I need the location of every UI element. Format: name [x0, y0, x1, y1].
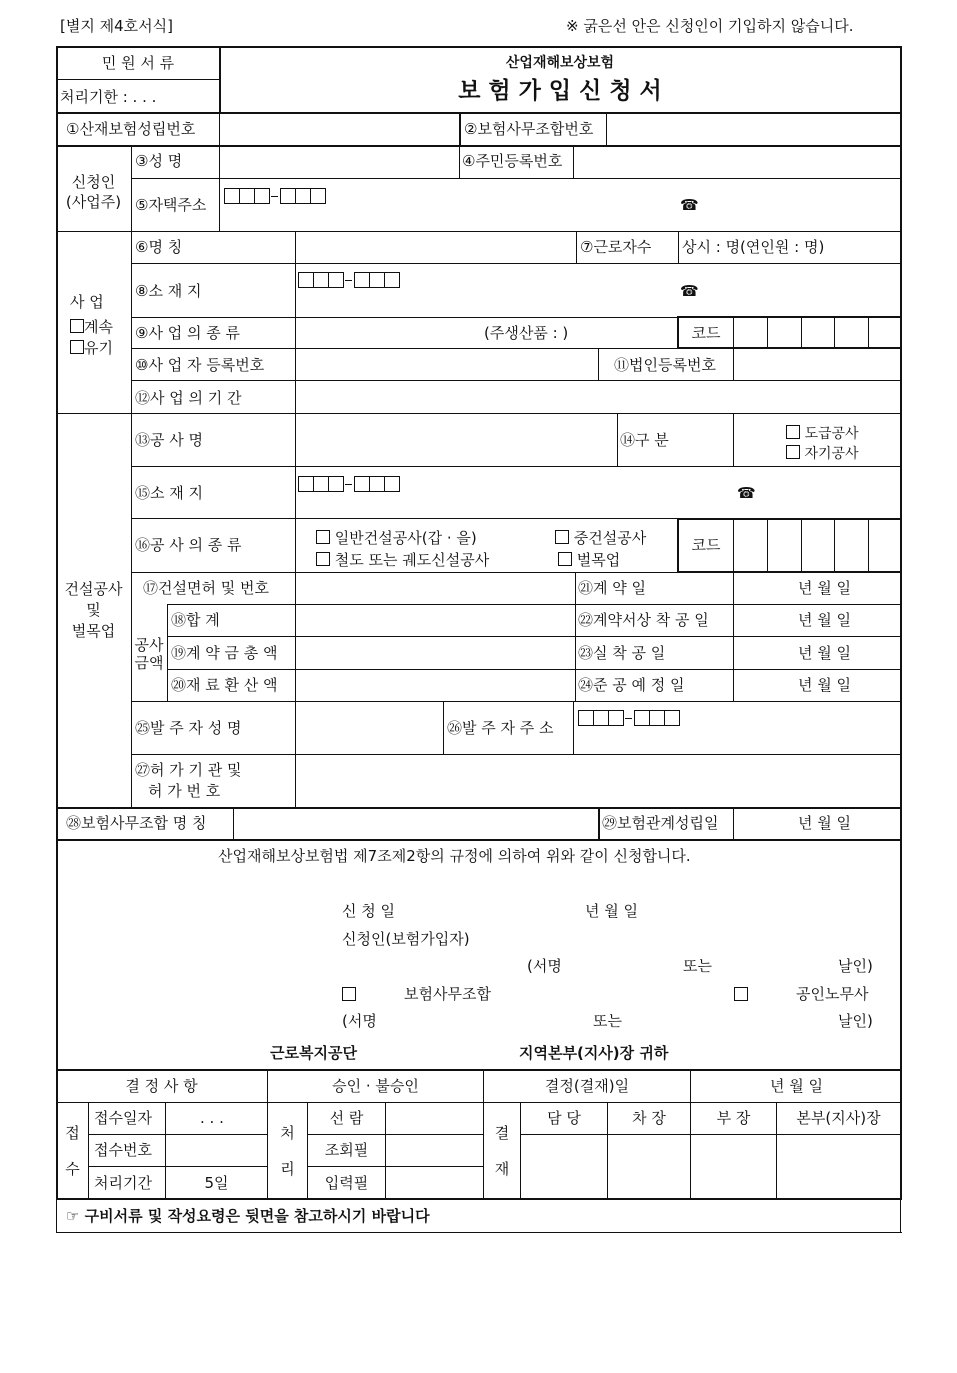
work-name-label: ⑬공 사 명 — [135, 431, 204, 449]
completion-ymd: 년 월 일 — [798, 676, 852, 694]
form-title: 보 험 가 입 신 청 서 — [458, 78, 662, 104]
decision-date-ymd: 년 월 일 — [770, 1077, 824, 1095]
proc-period-value: 5일 — [204, 1174, 229, 1192]
sign2-or: 또는 — [593, 1012, 622, 1030]
intermittent-label: 유기 — [84, 339, 113, 357]
work-type-label: ⑯공 사 의 종 류 — [135, 536, 242, 554]
contract-work-option[interactable] — [786, 423, 859, 443]
insurance-est-no-label: ①산재보험성립번호 — [66, 120, 196, 138]
business-reg-no-label: ⑩사 업 자 등록번호 — [135, 356, 265, 374]
client-name-field[interactable] — [298, 704, 441, 752]
deputy-label: 차 장 — [632, 1109, 666, 1127]
business-period-field[interactable] — [298, 383, 898, 411]
construction-group-label: 건설공사 — [64, 580, 123, 598]
actual-start-label: ㉓실 착 공 일 — [578, 644, 666, 662]
business-location-label: ⑧소 재 지 — [135, 282, 202, 300]
client-address-field[interactable] — [576, 704, 898, 752]
applicant-group-label: 신청인 (사업주) — [65, 173, 122, 211]
applicant-name-field[interactable] — [222, 149, 456, 176]
contract-work-checkbox[interactable] — [786, 425, 800, 439]
addressee: 지역본부(지사)장 귀하 — [519, 1044, 669, 1062]
receipt-date-value: . . . — [200, 1109, 224, 1127]
assoc-no-label: ②보험사무조합번호 — [464, 120, 594, 138]
contract-date-ymd: 년 월 일 — [798, 579, 852, 597]
self-work-checkbox[interactable] — [786, 445, 800, 459]
home-address-label: ⑤자택주소 — [135, 196, 207, 214]
workers-label: ⑦근로자수 — [580, 238, 652, 256]
association-name-label: ㉘보험사무조합 명 칭 — [66, 814, 207, 832]
footer-note: ☞ 구비서류 및 작성요령은 뒷면을 참고하시기 바랍니다 — [66, 1207, 430, 1225]
phone-icon: ☎ — [680, 196, 699, 214]
business-period-label: ⑫사 업 의 기 간 — [135, 389, 242, 407]
labor-attorney-label: 공인노무사 — [796, 985, 869, 1003]
construction-location-label: ⑮소 재 지 — [135, 484, 204, 502]
declaration-statement: 산업재해보상보험법 제7조제2항의 규정에 의하여 위와 같이 신청합니다. — [218, 847, 691, 865]
receipt-no-label: 접수번호 — [94, 1141, 152, 1159]
phone-icon: ☎ — [737, 484, 756, 502]
sign2-open: (서명 — [342, 1012, 377, 1030]
receipt-group-label: 접 수 — [65, 1124, 80, 1178]
client-address-label: ㉖발 주 자 주 소 — [447, 719, 554, 737]
contract-total-label: ⑲계 약 금 총 액 — [171, 644, 278, 662]
applicant-signer-label: 신청인(보험가입자) — [342, 930, 470, 948]
name-label: ③성 명 — [135, 152, 183, 170]
self-work-label: 자기공사 — [804, 446, 859, 462]
sign1-open: (서명 — [527, 957, 562, 975]
logging-label: 벌목업 — [576, 551, 621, 569]
contract-date-label: ㉑계 약 일 — [578, 579, 647, 597]
contract-total-field[interactable] — [298, 639, 573, 667]
heavy-label: 중건설공사 — [573, 529, 647, 547]
continuous-label: 계속 — [84, 318, 113, 336]
business-intermittent-option[interactable] — [70, 337, 113, 358]
apply-date-label: 신 청 일 — [342, 902, 396, 920]
rrn-field[interactable] — [576, 149, 898, 176]
receipt-date-label: 접수일자 — [94, 1109, 152, 1127]
business-reg-no-field[interactable] — [298, 351, 596, 378]
notice-text: ※ 굵은선 안은 신청인이 기입하지 않습니다. — [566, 17, 854, 35]
construction-code-label: 코드 — [691, 536, 721, 554]
amount-group-label: 공사 금액 — [134, 636, 164, 672]
association-name-field[interactable] — [236, 811, 596, 837]
process-group-label: 처 리 — [280, 1124, 295, 1178]
heavy-checkbox[interactable] — [555, 530, 569, 544]
est-date-label: ㉙보험관계성립일 — [602, 814, 719, 832]
completion-label: ㉔준 공 예 정 일 — [578, 676, 685, 694]
general-construction-option[interactable] — [316, 527, 477, 548]
decision-label: 결 정 사 항 — [125, 1077, 198, 1095]
main-product-label: (주생산품 : ) — [484, 324, 569, 342]
general-checkbox[interactable] — [316, 530, 330, 544]
permit-label: ㉗허 가 기 관 및 — [135, 761, 242, 779]
rail-checkbox[interactable] — [316, 552, 330, 566]
review-label: 선 람 — [329, 1109, 364, 1127]
sign1-or: 또는 — [683, 957, 712, 975]
sign2-close: 날인) — [838, 1012, 873, 1030]
division-label: ⑭구 분 — [620, 431, 669, 449]
self-work-option[interactable] — [786, 443, 859, 463]
deadline-label: 처리기한 : . . . — [60, 88, 157, 106]
apply-date-ymd: 년 월 일 — [585, 902, 639, 920]
total-label: ⑱합 계 — [171, 611, 220, 629]
form-subtitle: 산업재해보상보험 — [505, 55, 615, 71]
assoc-no-field[interactable] — [609, 116, 897, 142]
continuous-checkbox[interactable] — [70, 319, 84, 333]
material-label: ⑳재 료 환 산 액 — [171, 676, 278, 694]
contract-work-label: 도급공사 — [804, 426, 859, 442]
client-name-label: ㉕발 주 자 성 명 — [135, 719, 242, 737]
labor-attorney-checkbox[interactable] — [734, 986, 748, 1004]
assoc-signer-checkbox[interactable] — [342, 986, 356, 1004]
rrn-label: ④주민등록번호 — [462, 152, 563, 170]
permit-field[interactable] — [298, 757, 898, 805]
heavy-construction-option[interactable] — [555, 527, 646, 548]
est-date-ymd: 년 월 일 — [798, 814, 852, 832]
license-field[interactable] — [298, 575, 573, 602]
logging-option[interactable] — [558, 549, 620, 570]
business-continuous-option[interactable] — [70, 316, 113, 337]
approval-label: 승인 · 불승인 — [332, 1077, 419, 1095]
license-label: ⑰건설면허 및 번호 — [143, 579, 269, 597]
business-name-label: ⑥명 칭 — [135, 238, 183, 256]
corp-no-field[interactable] — [736, 351, 898, 378]
head-label: 본부(지사)장 — [796, 1109, 881, 1127]
construction-group-and: 및 — [86, 601, 101, 619]
corp-no-label: ⑪법인등록번호 — [614, 356, 716, 374]
approve-group-label: 결 재 — [494, 1124, 510, 1178]
staff-label: 담 당 — [547, 1109, 581, 1127]
material-field[interactable] — [298, 672, 573, 699]
logging-checkbox[interactable] — [558, 552, 572, 566]
agency-name: 근로복지공단 — [270, 1044, 357, 1062]
intermittent-checkbox[interactable] — [70, 340, 84, 354]
proc-period-label: 처리기간 — [94, 1174, 152, 1192]
work-name-field[interactable] — [298, 416, 615, 464]
phone-icon: ☎ — [680, 282, 699, 300]
business-group-label: 사 업 — [70, 293, 104, 311]
workers-detail: 상시 : 명(연인원 : 명) — [682, 238, 825, 256]
construction-group-logging: 벌목업 — [71, 622, 116, 640]
contract-start-ymd: 년 월 일 — [798, 611, 852, 629]
business-name-field[interactable] — [298, 235, 574, 261]
total-field[interactable] — [298, 607, 573, 634]
decision-date-label: 결정(결재)일 — [544, 1077, 630, 1095]
assoc-signer-label: 보험사무조합 — [404, 985, 491, 1003]
insurance-est-no-field[interactable] — [222, 116, 456, 142]
rail-label: 철도 또는 궤도신설공사 — [334, 551, 490, 569]
form-number: [별지 제4호서식] — [60, 17, 173, 35]
sign1-close: 날인) — [838, 957, 873, 975]
business-code-label: 코드 — [691, 324, 721, 342]
actual-start-ymd: 년 월 일 — [798, 644, 852, 662]
permit-no-label: 허 가 번 호 — [148, 782, 221, 800]
manager-label: 부 장 — [716, 1109, 751, 1127]
general-label: 일반건설공사(갑 · 을) — [334, 529, 477, 547]
doc-type-label: 민 원 서 류 — [101, 54, 175, 72]
inquiry-label: 조회필 — [324, 1141, 369, 1159]
rail-construction-option[interactable] — [316, 549, 489, 570]
contract-start-label: ㉒계약서상 착 공 일 — [578, 611, 709, 629]
input-label: 입력필 — [324, 1174, 369, 1192]
business-type-label: ⑨사 업 의 종 류 — [135, 324, 240, 342]
